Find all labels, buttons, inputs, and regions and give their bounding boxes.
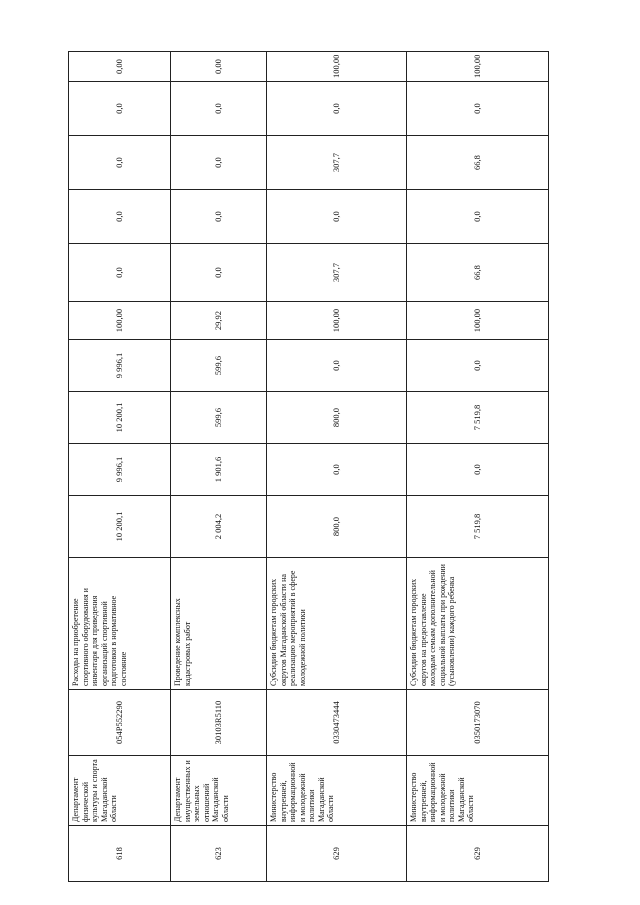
cell-v7: 0,0 bbox=[69, 190, 171, 244]
cell-department: Департамент имущественных и земельных отношений Магаданской области bbox=[171, 756, 267, 826]
table-row bbox=[171, 52, 267, 882]
cell-v10: 100,00 bbox=[407, 52, 549, 82]
cell-v8: 66,8 bbox=[407, 136, 549, 190]
cell-v7: 0,0 bbox=[171, 190, 267, 244]
table-body bbox=[69, 52, 549, 882]
cell-v3: 599,6 bbox=[171, 392, 267, 444]
cell-v5: 100,00 bbox=[267, 302, 407, 340]
cell-code: 618 bbox=[69, 826, 171, 882]
cell-v9: 0,0 bbox=[407, 82, 549, 136]
budget-table bbox=[68, 51, 549, 882]
cell-v1: 800,0 bbox=[267, 496, 407, 558]
cell-v2: 0,0 bbox=[267, 444, 407, 496]
cell-v6: 0,0 bbox=[171, 244, 267, 302]
cell-v8: 0,0 bbox=[171, 136, 267, 190]
cell-v1: 2 004,2 bbox=[171, 496, 267, 558]
cell-kbk: 0330473444 bbox=[267, 690, 407, 756]
cell-v9: 0,0 bbox=[171, 82, 267, 136]
cell-v9: 0,0 bbox=[69, 82, 171, 136]
cell-v3: 800,0 bbox=[267, 392, 407, 444]
cell-v2: 9 996,1 bbox=[69, 444, 171, 496]
cell-v6: 0,0 bbox=[69, 244, 171, 302]
cell-code: 629 bbox=[407, 826, 549, 882]
table-row bbox=[407, 52, 549, 882]
cell-v8: 0,0 bbox=[69, 136, 171, 190]
rotated-table-wrapper bbox=[68, 52, 548, 882]
cell-department: Департамент физической культуры и спорта Магаданской области bbox=[69, 756, 171, 826]
cell-kbk: 30103R5110 bbox=[171, 690, 267, 756]
cell-department: Министерство внутренней, информационной и молодежной политики Магаданской области bbox=[407, 756, 549, 826]
cell-kbk: 054Р552290 bbox=[69, 690, 171, 756]
cell-description: Расходы на приобретение спортивного оборудования и инвентаря для приведения организаций спортивной подготовки в нормативное состояние bbox=[69, 558, 171, 690]
cell-v5: 100,00 bbox=[407, 302, 549, 340]
cell-v1: 7 519,8 bbox=[407, 496, 549, 558]
cell-code: 629 bbox=[267, 826, 407, 882]
cell-code: 623 bbox=[171, 826, 267, 882]
cell-v2: 1 901,6 bbox=[171, 444, 267, 496]
cell-v4: 9 996,1 bbox=[69, 340, 171, 392]
cell-v5: 29,92 bbox=[171, 302, 267, 340]
table-row bbox=[69, 52, 171, 882]
cell-kbk: 0350173070 bbox=[407, 690, 549, 756]
cell-description: Субсидии бюджетам городских округов на предоставление молодым семьям дополнительной социальной выплаты при рождении (усыновлении) каждого ребенка bbox=[407, 558, 549, 690]
cell-v6: 307,7 bbox=[267, 244, 407, 302]
cell-v2: 0,0 bbox=[407, 444, 549, 496]
cell-v7: 0,0 bbox=[267, 190, 407, 244]
cell-v9: 0,0 bbox=[267, 82, 407, 136]
cell-v3: 10 200,1 bbox=[69, 392, 171, 444]
cell-v4: 0,0 bbox=[407, 340, 549, 392]
table-row bbox=[267, 52, 407, 882]
cell-department: Министерство внутренней, информационной и молодежной политики Магаданской области bbox=[267, 756, 407, 826]
cell-description: Проведение комплексных кадастровых работ bbox=[171, 558, 267, 690]
cell-v1: 10 200,1 bbox=[69, 496, 171, 558]
cell-v3: 7 519,8 bbox=[407, 392, 549, 444]
cell-v5: 100,00 bbox=[69, 302, 171, 340]
cell-v4: 599,6 bbox=[171, 340, 267, 392]
cell-v10: 0,00 bbox=[69, 52, 171, 82]
cell-v10: 100,00 bbox=[267, 52, 407, 82]
cell-v10: 0,00 bbox=[171, 52, 267, 82]
cell-v6: 66,8 bbox=[407, 244, 549, 302]
cell-v7: 0,0 bbox=[407, 190, 549, 244]
cell-v8: 307,7 bbox=[267, 136, 407, 190]
cell-description: Субсидии бюджетам городских округов Магаданской области на реализацию мероприятий в сфере молодежной политики bbox=[267, 558, 407, 690]
cell-v4: 0,0 bbox=[267, 340, 407, 392]
